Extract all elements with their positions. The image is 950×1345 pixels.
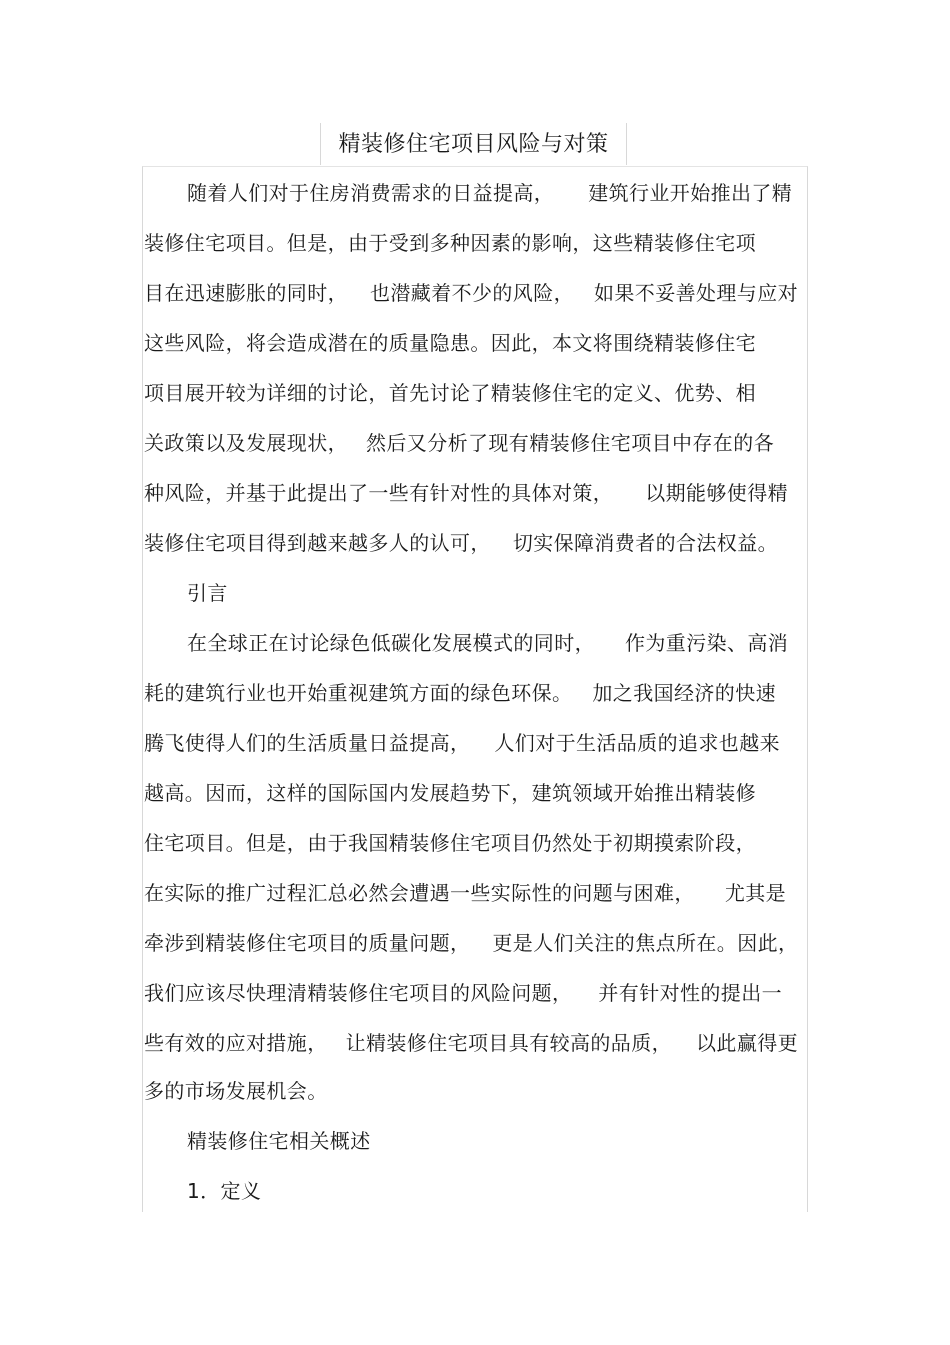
intro-line-1: 在全球正在讨论绿色低碳化发展模式的同时， 作为重污染、高消 (187, 631, 789, 655)
intro-heading: 引言 (187, 581, 228, 605)
abstract-line-7: 种风险，并基于此提出了一些有针对性的具体对策， 以期能够使得精 (144, 481, 789, 505)
document-title: 精装修住宅项目风险与对策 (338, 132, 609, 157)
abstract-line-6: 关政策以及发展现状， 然后又分析了现有精装修住宅项目中存在的各 (144, 431, 774, 455)
intro-line-9: 些有效的应对措施， 让精装修住宅项目具有较高的品质， 以此赢得更 (144, 1031, 799, 1055)
abstract-line-4: 这些风险，将会造成潜在的质量隐患。因此，本文将围绕精装修住宅 (144, 331, 756, 355)
intro-line-6: 在实际的推广过程汇总必然会遭遇一些实际性的问题与困难， 尤其是 (144, 881, 787, 905)
intro-line-10: 多的市场发展机会。 (144, 1079, 328, 1103)
title-frame (320, 123, 627, 165)
intro-line-3: 腾飞使得人们的生活质量日益提高， 人们对于生活品质的追求也越来 (144, 731, 781, 755)
abstract-line-8: 装修住宅项目得到越来越多人的认可， 切实保障消费者的合法权益。 (144, 531, 779, 555)
intro-line-4: 越高。因而，这样的国际国内发展趋势下，建筑领域开始推出精装修 (144, 781, 756, 805)
section-heading: 精装修住宅相关概述 (187, 1129, 371, 1153)
intro-line-2: 耗的建筑行业也开始重视建筑方面的绿色环保。 加之我国经济的快速 (144, 681, 777, 705)
subsection-heading: 1．定义 (187, 1179, 262, 1203)
abstract-line-5: 项目展开较为详细的讨论，首先讨论了精装修住宅的定义、优势、相 (144, 381, 756, 405)
abstract-line-3: 目在迅速膨胀的同时， 也潜藏着不少的风险， 如果不妥善处理与应对 (144, 281, 798, 305)
intro-line-8: 我们应该尽快理清精装修住宅项目的风险问题， 并有针对性的提出一 (144, 981, 783, 1005)
intro-line-5: 住宅项目。但是，由于我国精装修住宅项目仍然处于初期摸索阶段， (144, 831, 756, 855)
abstract-line-2: 装修住宅项目。但是，由于受到多种因素的影响，这些精装修住宅项 (144, 231, 756, 255)
intro-line-7: 牵涉到精装修住宅项目的质量问题， 更是人们关注的焦点所在。因此， (144, 931, 799, 955)
abstract-line-1: 随着人们对于住房消费需求的日益提高， 建筑行业开始推出了精 (187, 181, 793, 205)
